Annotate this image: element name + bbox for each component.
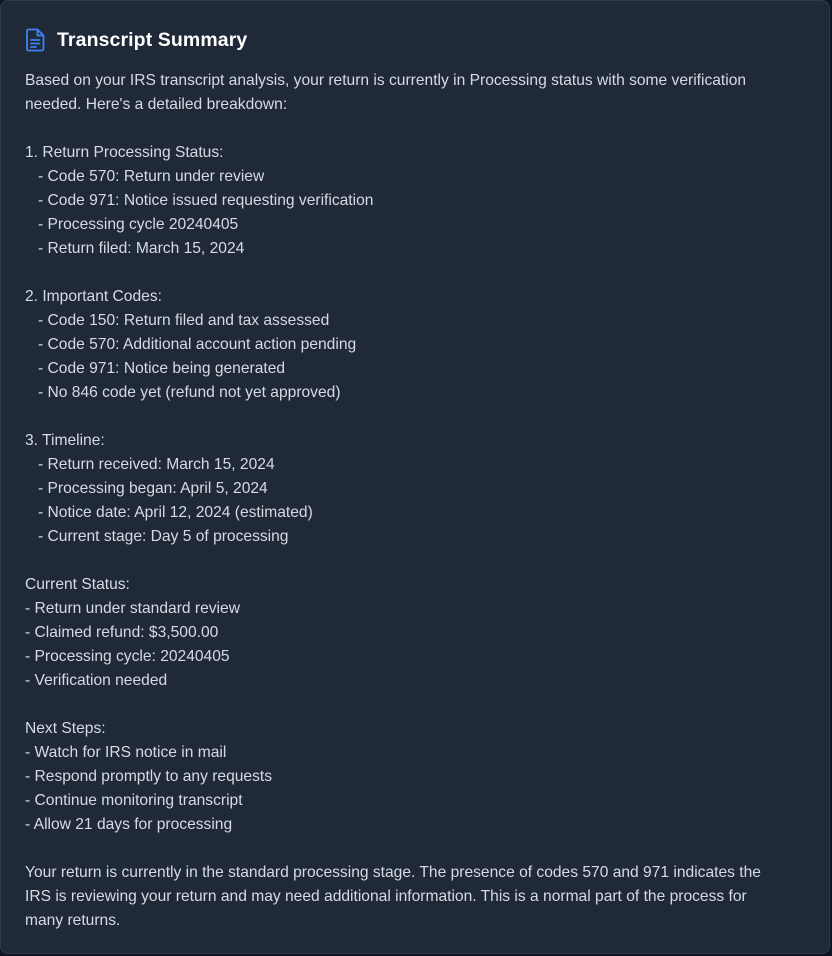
list-item: - Code 971: Notice issued requesting verification: [25, 192, 374, 209]
section-heading: Next Steps:: [25, 720, 106, 737]
list-item: - No 846 code yet (refund not yet approved): [25, 384, 341, 401]
list-item: - Processing began: April 5, 2024: [25, 480, 268, 497]
card-header: [25, 27, 247, 53]
list-item: - Code 971: Notice being generated: [25, 360, 286, 377]
section-heading: Current Status:: [25, 576, 130, 593]
summary-body: [25, 69, 815, 933]
document-icon: [25, 27, 47, 53]
list-item: - Respond promptly to any requests: [25, 768, 273, 785]
list-item: - Claimed refund: $3,500.00: [25, 624, 219, 641]
list-item: - Code 570: Additional account action pending: [25, 336, 357, 353]
list-item: - Continue monitoring transcript: [25, 792, 243, 809]
intro-line: needed. Here's a detailed breakdown:: [25, 96, 288, 113]
section-heading: 1. Return Processing Status:: [25, 144, 224, 161]
list-item: - Watch for IRS notice in mail: [25, 744, 227, 761]
list-item: - Code 570: Return under review: [25, 168, 265, 185]
section-heading: 2. Important Codes:: [25, 288, 162, 305]
section-heading: 3. Timeline:: [25, 432, 105, 449]
list-item: - Allow 21 days for processing: [25, 816, 233, 833]
conclusion-line: IRS is reviewing your return and may need additional information. This is a normal part of the process for: [25, 888, 747, 905]
list-item: - Return under standard review: [25, 600, 240, 617]
list-item: - Current stage: Day 5 of processing: [25, 528, 289, 545]
intro-line: Based on your IRS transcript analysis, your return is currently in Processing status with some verification: [25, 72, 747, 89]
card-title: Transcript Summary: [57, 28, 248, 51]
list-item: - Processing cycle: 20240405: [25, 648, 230, 665]
list-item: - Notice date: April 12, 2024 (estimated): [25, 504, 313, 521]
conclusion-line: many returns.: [25, 912, 121, 929]
conclusion-line: Your return is currently in the standard processing stage. The presence of codes 570 and 971 indicates the: [25, 864, 761, 881]
list-item: - Code 150: Return filed and tax assessed: [25, 312, 330, 329]
list-item: - Return filed: March 15, 2024: [25, 240, 245, 257]
list-item: - Return received: March 15, 2024: [25, 456, 275, 473]
list-item: - Verification needed: [25, 672, 168, 689]
list-item: - Processing cycle 20240405: [25, 216, 239, 233]
